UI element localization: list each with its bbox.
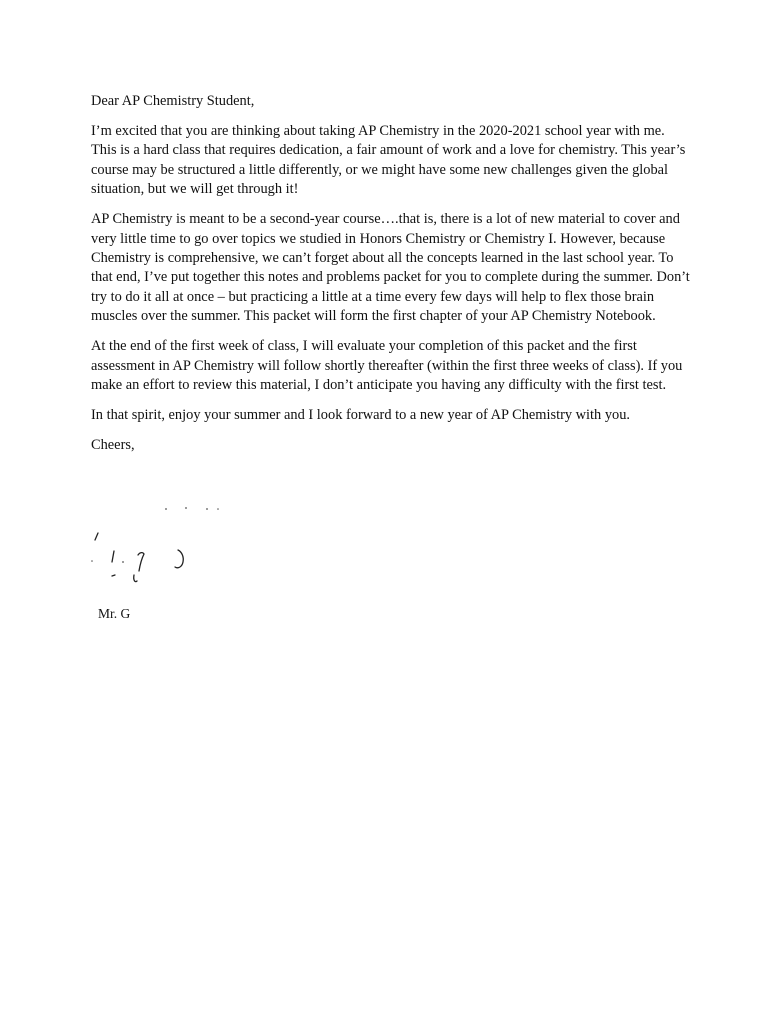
signer-name: Mr. G [98, 606, 131, 621]
paragraph-farewell: In that spirit, enjoy your summer and I look forward to a new year of AP Chemistry with you. [91, 407, 631, 424]
salutation: Dear AP Chemistry Student, [91, 93, 255, 109]
handwritten-signature [86, 505, 236, 590]
letter-body [91, 92, 691, 466]
paragraph-intro: I’m excited that you are thinking about taking AP Chemistry in the 2020-2021 school year with me. This is a hard class that requires dedication, a fair amount of work and a love for chemistry. This year’s course may be structured a little differently, or we might have some new challenges given the global situation, but we will get through it! [91, 123, 686, 198]
paragraph-course-overview: AP Chemistry is meant to be a second-year course….that is, there is a lot of new material to cover and very little time to go over topics we studied in Honors Chemistry or Chemistry I. However, because Chemistry is comprehensive, we can’t forget about all the concepts learned in the last school year. To that end, I’ve put together this notes and problems packet for you to complete during the summer. Don’t try to do it all at once – but practicing a little at a time every few days will help to flex those brain muscles over the summer. This packet will form the first chapter of your AP Chemistry Notebook. [91, 211, 690, 325]
paragraph-assessment: At the end of the first week of class, I will evaluate your completion of this packet and the first assessment in AP Chemistry will follow shortly thereafter (within the first three weeks of class). If you make an effort to review this material, I don’t anticipate you having any difficulty with the first test. [91, 338, 683, 394]
closing: Cheers, [91, 437, 135, 454]
